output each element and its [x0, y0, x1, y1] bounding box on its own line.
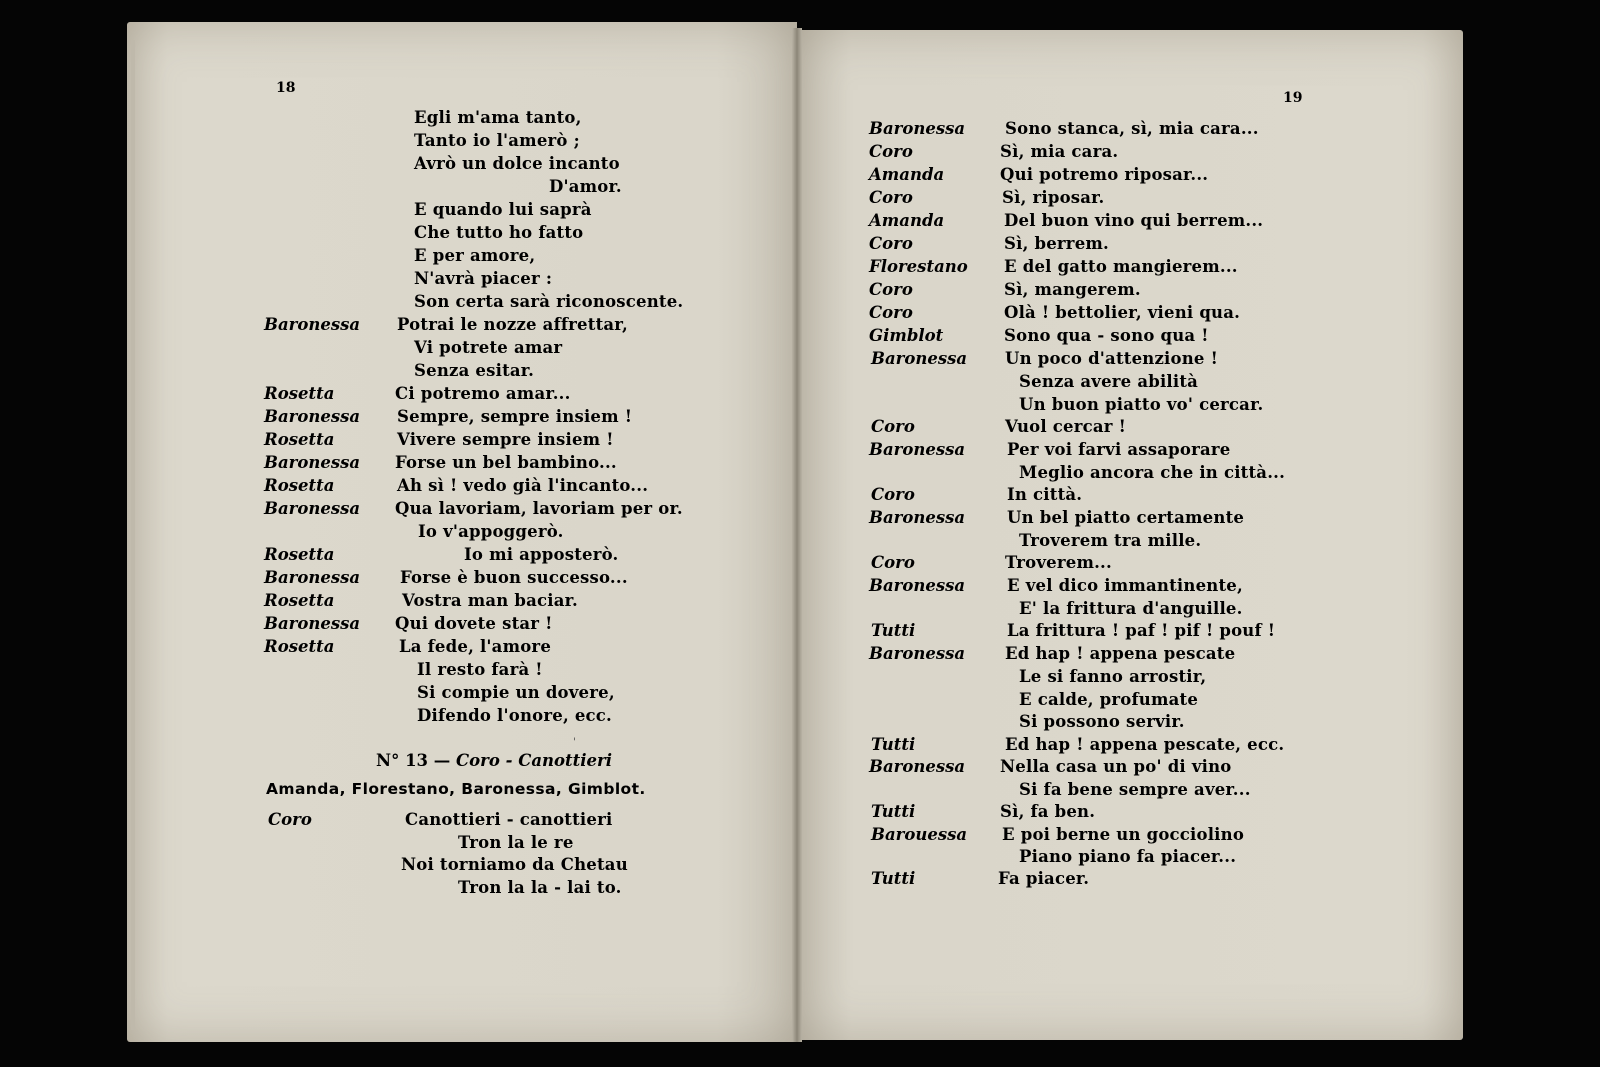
print-mark: '	[573, 737, 576, 748]
speaker-name: Gimblot	[869, 326, 944, 345]
speaker-name: Tutti	[871, 735, 916, 754]
verse-line: Sì, berrem.	[1004, 234, 1109, 253]
verse-line: Le si fanno arrostir,	[1019, 667, 1207, 686]
verse-line: Sì, mia cara.	[1000, 142, 1119, 161]
verse-line: Fa piacer.	[998, 869, 1090, 888]
speaker-name: Tutti	[871, 621, 916, 640]
speaker-name: Coro	[268, 810, 312, 829]
verse-line: Si possono servir.	[1019, 712, 1185, 731]
speaker-name: Baronessa	[264, 614, 361, 633]
speaker-name: Baronessa	[264, 315, 361, 334]
verse-line: Vi potrete amar	[414, 338, 563, 357]
verse-line: D'amor.	[549, 177, 622, 196]
verse-line: E per amore,	[414, 246, 536, 265]
verse-line: Del buon vino qui berrem...	[1004, 211, 1264, 230]
speaker-name: Coro	[869, 234, 913, 253]
verse-line: Troverem...	[1005, 553, 1112, 572]
speaker-name: Amanda	[869, 211, 945, 230]
verse-line: E quando lui saprà	[414, 200, 592, 219]
speaker-name: Coro	[869, 280, 913, 299]
verse-line: Si compie un dovere,	[417, 683, 615, 702]
verse-line: Si fa bene sempre aver...	[1019, 780, 1251, 799]
speaker-name: Baronessa	[264, 453, 361, 472]
verse-line: Ah sì ! vedo già l'incanto...	[397, 476, 649, 495]
speaker-name: Tutti	[871, 802, 916, 821]
verse-line: Sono stanca, sì, mia cara...	[1005, 119, 1259, 138]
cast-list: Amanda, Florestano, Baronessa, Gimblot.	[266, 780, 646, 798]
verse-line: Sì, riposar.	[1002, 188, 1105, 207]
speaker-name: Baronessa	[264, 407, 361, 426]
verse-line: Che tutto ho fatto	[414, 223, 584, 242]
verse-line: Egli m'ama tanto,	[414, 108, 582, 127]
speaker-name: Baronessa	[869, 119, 966, 138]
book-gutter	[792, 28, 802, 1042]
speaker-name: Coro	[869, 188, 913, 207]
verse-line: Senza avere abilità	[1019, 372, 1199, 391]
verse-line: Forse è buon successo...	[400, 568, 628, 587]
verse-line: Canottieri - canottieri	[405, 810, 613, 829]
speaker-name: Rosetta	[264, 591, 335, 610]
verse-line: Potrai le nozze affrettar,	[397, 315, 628, 334]
verse-line: Il resto farà !	[417, 660, 543, 679]
verse-line: Meglio ancora che in città...	[1019, 463, 1286, 482]
speaker-name: Baronessa	[264, 568, 361, 587]
verse-line: Vivere sempre insiem !	[397, 430, 614, 449]
verse-line: Ed hap ! appena pescate, ecc.	[1005, 735, 1285, 754]
speaker-name: Rosetta	[264, 637, 335, 656]
speaker-name: Barouessa	[871, 825, 968, 844]
page-number-left: 18	[276, 80, 296, 96]
verse-line: Qui potremo riposar...	[1000, 165, 1209, 184]
verse-line: Tron la le re	[458, 833, 574, 852]
verse-line: Forse un bel bambino...	[395, 453, 617, 472]
verse-line: E' la frittura d'anguille.	[1019, 599, 1243, 618]
verse-line: Ci potremo amar...	[395, 384, 571, 403]
verse-line: Avrò un dolce incanto	[414, 154, 620, 173]
verse-line: Son certa sarà riconoscente.	[414, 292, 684, 311]
verse-line: Io mi apposterò.	[464, 545, 619, 564]
speaker-name: Coro	[869, 142, 913, 161]
verse-line: Nella casa un po' di vino	[1000, 757, 1232, 776]
verse-line: Qui dovete star !	[395, 614, 553, 633]
verse-line: Qua lavoriam, lavoriam per or.	[395, 499, 683, 518]
verse-line: Piano piano fa piacer...	[1019, 847, 1237, 866]
verse-line: Un buon piatto vo' cercar.	[1019, 395, 1264, 414]
speaker-name: Baronessa	[869, 508, 966, 527]
verse-line: Tron la la - lai to.	[458, 878, 622, 897]
speaker-name: Rosetta	[264, 430, 335, 449]
verse-line: E del gatto mangierem...	[1004, 257, 1238, 276]
verse-line: Troverem tra mille.	[1019, 531, 1202, 550]
speaker-name: Coro	[871, 417, 915, 436]
verse-line: N'avrà piacer :	[414, 269, 553, 288]
verse-line: Olà ! bettolier, vieni qua.	[1004, 303, 1241, 322]
speaker-name: Rosetta	[264, 384, 335, 403]
speaker-name: Rosetta	[264, 545, 335, 564]
verse-line: Ed hap ! appena pescate	[1005, 644, 1236, 663]
verse-line: E poi berne un gocciolino	[1002, 825, 1245, 844]
page-number-right: 19	[1283, 90, 1303, 106]
verse-line: Per voi farvi assaporare	[1007, 440, 1231, 459]
verse-line: Vostra man baciar.	[402, 591, 578, 610]
speaker-name: Amanda	[869, 165, 945, 184]
verse-line: Io v'appoggerò.	[418, 522, 564, 541]
verse-line: Sì, mangerem.	[1004, 280, 1141, 299]
verse-line: E calde, profumate	[1019, 690, 1199, 709]
verse-line: La frittura ! paf ! pif ! pouf !	[1007, 621, 1276, 640]
speaker-name: Tutti	[871, 869, 916, 888]
speaker-name: Rosetta	[264, 476, 335, 495]
verse-line: Vuol cercar !	[1005, 417, 1127, 436]
speaker-name: Florestano	[869, 257, 968, 276]
speaker-name: Baronessa	[869, 576, 966, 595]
speaker-name: Baronessa	[869, 644, 966, 663]
verse-line: Tanto io l'amerò ;	[414, 131, 580, 150]
verse-line: Difendo l'onore, ecc.	[417, 706, 612, 725]
verse-line: Un bel piatto certamente	[1007, 508, 1245, 527]
verse-line: Sempre, sempre insiem !	[397, 407, 633, 426]
speaker-name: Baronessa	[869, 440, 966, 459]
page-edge	[131, 40, 135, 1030]
verse-line: Noi torniamo da Chetau	[401, 855, 628, 874]
verse-line: La fede, l'amore	[399, 637, 552, 656]
section-number: N° 13 —	[376, 751, 451, 770]
verse-line: Un poco d'attenzione !	[1005, 349, 1219, 368]
verse-line: E vel dico immantinente,	[1007, 576, 1243, 595]
speaker-name: Coro	[869, 303, 913, 322]
speaker-name: Coro	[871, 553, 915, 572]
speaker-name: Baronessa	[264, 499, 361, 518]
verse-line: Sono qua - sono qua !	[1004, 326, 1209, 345]
verse-line: In città.	[1007, 485, 1083, 504]
section-heading	[376, 751, 612, 770]
speaker-name: Coro	[871, 485, 915, 504]
verse-line: Senza esitar.	[414, 361, 535, 380]
speaker-name: Baronessa	[869, 757, 966, 776]
verse-line: Sì, fa ben.	[1000, 802, 1096, 821]
section-title: Coro - Canottieri	[456, 751, 613, 770]
speaker-name: Baronessa	[871, 349, 968, 368]
